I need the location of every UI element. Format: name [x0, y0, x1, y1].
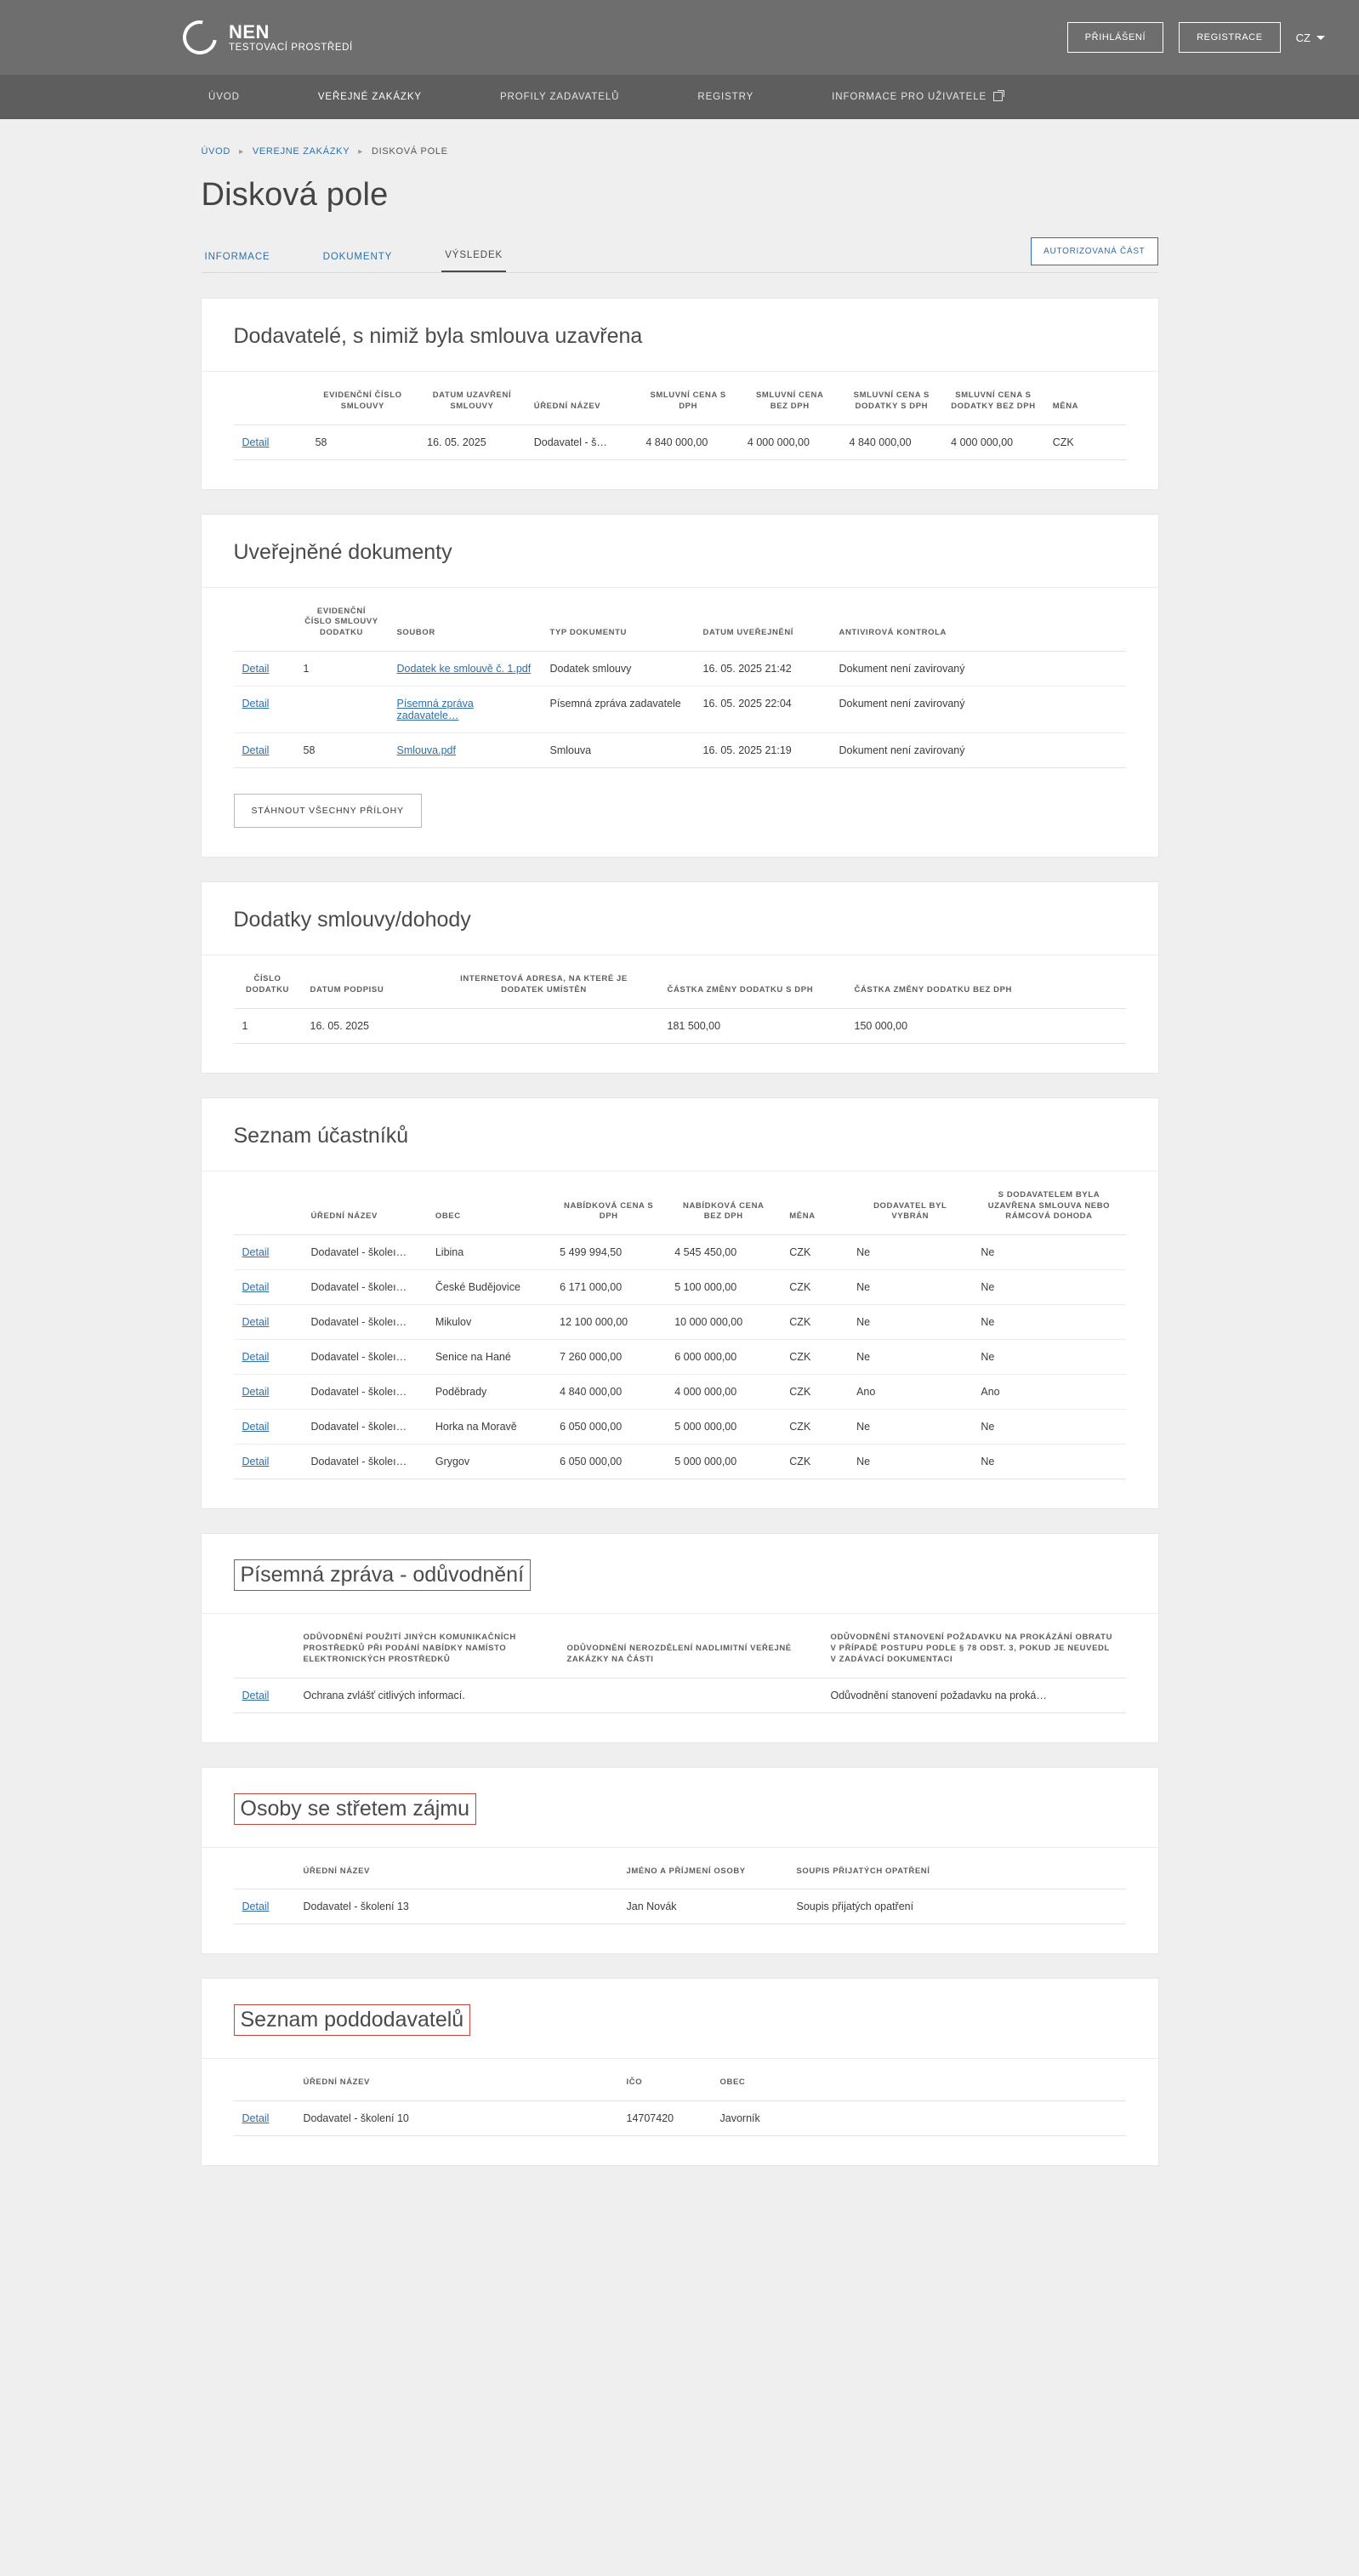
cell-publish-date: 16. 05. 2025 22:04 [695, 687, 831, 733]
cell-offer-price-vat: 4 840 000,00 [551, 1375, 666, 1410]
cell-supplier-selected: Ne [848, 1235, 972, 1270]
nav-item-profily-zadavatelu[interactable]: PROFILY ZADAVATELŮ [499, 91, 620, 102]
table-header-row [234, 372, 1126, 425]
suppliers-card [202, 299, 1158, 489]
cell-contract-concluded: Ne [972, 1445, 1125, 1479]
participants-rows [234, 1235, 1126, 1479]
cell-offer-price-novat: 4 545 450,00 [666, 1235, 781, 1270]
cell-antivirus: Dokument není zavirovaný [831, 652, 1126, 687]
col-price-addenda-vat: SMLUVNÍ CENA S DODATKY S DPH [841, 372, 943, 425]
table-row [234, 733, 1126, 768]
col-measures: SOUPIS PŘIJATÝCH OPATŘENÍ [788, 1848, 1126, 1889]
nav-item-verejne-zakazky[interactable]: VEŘEJNÉ ZAKÁZKY [317, 91, 422, 102]
table-row [234, 2101, 1126, 2136]
cell-official-name: Dodavatel - školeı… [303, 1445, 427, 1479]
detail-link[interactable]: Detail [242, 1689, 270, 1701]
cell-antivirus: Dokument není zavirovaný [831, 687, 1126, 733]
col-price-novat: SMLUVNÍ CENA BEZ DPH [739, 372, 841, 425]
subcontractors-title: Seznam poddodavatelů [234, 2004, 471, 2036]
table-row [234, 1008, 1126, 1043]
nav-item-informace-label: INFORMACE PRO UŽIVATELE [832, 91, 987, 102]
cell-offer-price-vat: 12 100 000,00 [551, 1305, 666, 1340]
cell-offer-price-novat: 5 100 000,00 [666, 1270, 781, 1305]
file-link[interactable]: Dodatek ke smlouvě č. 1.pdf [396, 663, 532, 675]
col-detail [234, 372, 307, 425]
cell-addendum-number: 1 [234, 1008, 302, 1043]
breadcrumb-item-current: DISKOVÁ POLE [371, 146, 448, 157]
cell-price-addenda-novat: 4 000 000,00 [942, 425, 1044, 459]
brand-subtitle: TESTOVACÍ PROSTŘEDÍ [229, 43, 353, 54]
subcontractors-table [234, 2059, 1126, 2136]
cell-official-name: Dodavatel - š… [526, 425, 638, 459]
detail-link[interactable]: Detail [242, 1316, 270, 1329]
cell-contract-date: 16. 05. 2025 [418, 425, 526, 459]
cell-price-addenda-vat: 4 840 000,00 [841, 425, 943, 459]
tab-bar [202, 237, 1158, 273]
table-row [234, 652, 1126, 687]
col-change-amount-novat: ČÁSTKA ZMĚNY DODATKU BEZ DPH [846, 955, 1126, 1008]
brand-logo[interactable] [183, 20, 353, 54]
table-row [234, 1445, 1126, 1479]
table-row [234, 425, 1126, 459]
col-document-type: TYP DOKUMENTU [542, 588, 695, 652]
col-reason-communication-means: ODŮVODNĚNÍ POUŽITÍ JINÝCH KOMUNIKAČNÍCH PROSTŘEDKŮ PŘI PODÁNÍ NABÍDKY NAMÍSTO ELEKTRONICKÝCH PROSTŘEDKŮ [295, 1614, 559, 1678]
detail-link[interactable]: Detail [242, 663, 270, 675]
col-antivirus: ANTIVIROVÁ KONTROLA [831, 588, 1126, 652]
cell-city: Libina [427, 1235, 551, 1270]
cell-offer-price-vat: 6 050 000,00 [551, 1410, 666, 1445]
cell-currency: CZK [781, 1375, 848, 1410]
table-header-row [234, 955, 1126, 1008]
table-row [234, 1270, 1126, 1305]
cell-official-name: Dodavatel - školení 13 [295, 1889, 618, 1924]
tab-informace[interactable]: INFORMACE [204, 252, 270, 262]
col-ico: IČO [618, 2059, 712, 2100]
breadcrumb [202, 119, 1158, 157]
cell-city: Horka na Moravě [427, 1410, 551, 1445]
cell-contract-concluded: Ne [972, 1305, 1125, 1340]
cell-currency: CZK [781, 1410, 848, 1445]
nen-logo-icon [176, 14, 224, 61]
col-addendum-number: ČÍSLO DODATKU [234, 955, 302, 1008]
breadcrumb-separator-icon: ▸ [358, 146, 363, 157]
col-detail [234, 588, 295, 652]
col-evidence-number: EVIDENČNÍ ČÍSLO SMLOUVY [307, 372, 419, 425]
col-offer-price-novat: NABÍDKOVÁ CENA BEZ DPH [666, 1171, 781, 1235]
conflict-of-interest-table [234, 1848, 1126, 1925]
cell-city: Senice na Hané [427, 1340, 551, 1375]
cell-change-amount-vat: 181 500,00 [659, 1008, 846, 1043]
written-report-title: Písemná zpráva - odůvodnění [234, 1559, 532, 1591]
cell-supplier-selected: Ne [848, 1270, 972, 1305]
cell-document-type: Písemná zpráva zadavatele [542, 687, 695, 733]
cell-price-vat: 4 840 000,00 [637, 425, 739, 459]
cell-person-name: Jan Novák [618, 1889, 788, 1924]
col-file: SOUBOR [389, 588, 542, 652]
col-detail [234, 2059, 295, 2100]
addenda-table [234, 955, 1126, 1044]
cell-currency: CZK [781, 1340, 848, 1375]
main-navigation [0, 75, 1359, 119]
cell-evidence-number [295, 687, 389, 733]
cell-offer-price-novat: 5 000 000,00 [666, 1410, 781, 1445]
col-city: OBEC [427, 1171, 551, 1235]
conflict-of-interest-card [202, 1768, 1158, 1954]
nav-item-informace-pro-uzivatele[interactable] [793, 75, 1042, 118]
cell-official-name: Dodavatel - školení 10 [295, 2101, 618, 2136]
col-signature-date: DATUM PODPISU [302, 955, 429, 1008]
page-content [0, 119, 1359, 2216]
cell-publish-date: 16. 05. 2025 21:19 [695, 733, 831, 768]
cell-city: Grygov [427, 1445, 551, 1479]
cell-signature-date: 16. 05. 2025 [302, 1008, 429, 1043]
col-currency: MĚNA [1044, 372, 1126, 425]
col-detail [234, 1171, 303, 1235]
cell-contract-concluded: Ne [972, 1235, 1125, 1270]
col-evidence-number: EVIDENČNÍ ČÍSLO SMLOUVY DODATKU [295, 588, 389, 652]
top-bar-actions [1067, 22, 1325, 53]
suppliers-title: Dodavatelé, s nimiž byla smlouva uzavřena [233, 324, 643, 348]
cell-currency: CZK [781, 1305, 848, 1340]
col-official-name: ÚŘEDNÍ NÁZEV [526, 372, 638, 425]
brand-title: NEN [229, 20, 270, 43]
documents-card [202, 515, 1158, 857]
cell-city: Javorník [712, 2101, 1126, 2136]
cell-currency: CZK [1044, 425, 1126, 459]
col-contract-concluded: S DODAVATELEM BYLA UZAVŘENA SMLOUVA NEBO RÁMCOVÁ DOHODA [972, 1171, 1125, 1235]
cell-reason-turnover-requirement: Odůvodnění stanovení požadavku na proká… [822, 1678, 1126, 1713]
download-all-attachments-button[interactable]: STÁHNOUT VŠECHNY PŘÍLOHY [234, 794, 422, 828]
table-row [234, 1678, 1126, 1713]
written-report-table [234, 1614, 1126, 1713]
cell-offer-price-vat: 5 499 994,50 [551, 1235, 666, 1270]
cell-official-name: Dodavatel - školeı… [303, 1410, 427, 1445]
table-header-row [234, 1848, 1126, 1889]
conflict-of-interest-title: Osoby se střetem zájmu [234, 1793, 477, 1825]
language-selector[interactable] [1296, 31, 1325, 44]
breadcrumb-item-uvod[interactable]: ÚVOD [201, 146, 231, 157]
cell-contract-concluded: Ne [972, 1410, 1125, 1445]
tab-dokumenty[interactable]: DOKUMENTY [322, 252, 393, 262]
external-link-icon [993, 92, 1003, 101]
detail-link[interactable]: Detail [242, 1246, 270, 1259]
cell-currency: CZK [781, 1270, 848, 1305]
table-row [234, 1305, 1126, 1340]
cell-offer-price-novat: 10 000 000,00 [666, 1305, 781, 1340]
table-header-row [234, 1614, 1126, 1678]
table-header-row [234, 588, 1126, 652]
register-button[interactable]: REGISTRACE [1179, 22, 1281, 53]
cell-supplier-selected: Ne [848, 1305, 972, 1340]
col-price-addenda-novat: SMLUVNÍ CENA S DODATKY BEZ DPH [942, 372, 1044, 425]
cell-official-name: Dodavatel - školeı… [303, 1305, 427, 1340]
col-official-name: ÚŘEDNÍ NÁZEV [295, 1848, 618, 1889]
file-link[interactable]: Písemná zpráva zadavatele… [396, 698, 474, 722]
cell-offer-price-novat: 5 000 000,00 [666, 1445, 781, 1479]
col-addendum-url: INTERNETOVÁ ADRESA, NA KTERÉ JE DODATEK UMÍSTĚN [429, 955, 659, 1008]
cell-reason-communication-means: Ochrana zvlášť citlivých informací. [295, 1678, 559, 1713]
detail-link[interactable]: Detail [242, 436, 270, 448]
col-official-name: ÚŘEDNÍ NÁZEV [303, 1171, 427, 1235]
detail-link[interactable]: Detail [242, 744, 270, 757]
file-link[interactable]: Smlouva.pdf [396, 744, 456, 757]
col-reason-turnover-requirement: ODŮVODNĚNÍ STANOVENÍ POŽADAVKU NA PROKÁZÁNÍ OBRATU V PŘÍPADĚ POSTUPU PODLE § 78 ODST. 3, POKUD JE NEUVEDL V ZADÁVACÍ DOKUMENTACI [822, 1614, 1126, 1678]
table-row [234, 1889, 1126, 1924]
table-row [234, 1235, 1126, 1270]
nav-item-uvod[interactable]: ÚVOD [208, 91, 240, 102]
cell-offer-price-vat: 7 260 000,00 [551, 1340, 666, 1375]
cell-ico: 14707420 [618, 2101, 712, 2136]
cell-addendum-url [429, 1008, 659, 1043]
table-row [234, 1375, 1126, 1410]
table-row [234, 687, 1126, 733]
cell-currency: CZK [781, 1235, 848, 1270]
cell-evidence-number: 58 [307, 425, 419, 459]
cell-official-name: Dodavatel - školeı… [303, 1270, 427, 1305]
detail-link[interactable]: Detail [242, 1456, 270, 1468]
breadcrumb-item-verejne-zakazky[interactable]: VEREJNE ZAKÁZKY [252, 146, 350, 157]
cell-publish-date: 16. 05. 2025 21:42 [695, 652, 831, 687]
documents-table [234, 588, 1126, 768]
col-person-name: JMÉNO A PŘÍJMENÍ OSOBY [618, 1848, 788, 1889]
cell-document-type: Smlouva [542, 733, 695, 768]
cell-document-type: Dodatek smlouvy [542, 652, 695, 687]
table-row [234, 1340, 1126, 1375]
col-supplier-selected: DODAVATEL BYL VYBRÁN [848, 1171, 972, 1235]
col-detail [234, 1848, 295, 1889]
col-currency: MĚNA [781, 1171, 848, 1235]
language-label: CZ [1295, 31, 1311, 44]
cell-evidence-number: 1 [295, 652, 389, 687]
col-reason-no-division: ODŮVODNĚNÍ NEROZDĚLENÍ NADLIMITNÍ VEŘEJNÉ ZAKÁZKY NA ČÁSTI [559, 1614, 822, 1678]
detail-link[interactable]: Detail [242, 1386, 270, 1399]
cell-change-amount-novat: 150 000,00 [846, 1008, 1126, 1043]
table-row [234, 1410, 1126, 1445]
cell-contract-concluded: Ne [972, 1340, 1125, 1375]
col-contract-date: DATUM UZAVŘENÍ SMLOUVY [418, 372, 526, 425]
cell-contract-concluded: Ano [972, 1375, 1125, 1410]
detail-link[interactable]: Detail [242, 2112, 270, 2125]
participants-card [202, 1098, 1158, 1508]
detail-link[interactable]: Detail [242, 1281, 270, 1294]
subcontractors-card [202, 1979, 1158, 2165]
cell-city: Mikulov [427, 1305, 551, 1340]
col-detail [234, 1614, 295, 1678]
cell-offer-price-novat: 6 000 000,00 [666, 1340, 781, 1375]
cell-official-name: Dodavatel - školeı… [303, 1340, 427, 1375]
cell-reason-no-division [559, 1678, 822, 1713]
cell-supplier-selected: Ne [848, 1410, 972, 1445]
top-bar [0, 0, 1359, 75]
cell-offer-price-vat: 6 171 000,00 [551, 1270, 666, 1305]
breadcrumb-separator-icon: ▸ [239, 146, 244, 157]
detail-link[interactable]: Detail [242, 1901, 270, 1913]
table-header-row [234, 1171, 1126, 1235]
detail-link[interactable]: Detail [242, 698, 270, 710]
written-report-card [202, 1534, 1158, 1741]
cell-official-name: Dodavatel - školeı… [303, 1375, 427, 1410]
addenda-title: Dodatky smlouvy/dohody [233, 908, 471, 932]
table-header-row [234, 2059, 1126, 2100]
col-offer-price-vat: NABÍDKOVÁ CENA S DPH [551, 1171, 666, 1235]
detail-link[interactable]: Detail [242, 1351, 270, 1364]
cell-currency: CZK [781, 1445, 848, 1479]
participants-table [234, 1171, 1126, 1479]
col-publish-date: DATUM UVEŘEJNĚNÍ [695, 588, 831, 652]
cell-supplier-selected: Ne [848, 1445, 972, 1479]
cell-offer-price-vat: 6 050 000,00 [551, 1445, 666, 1479]
cell-supplier-selected: Ne [848, 1340, 972, 1375]
cell-supplier-selected: Ano [848, 1375, 972, 1410]
login-button[interactable]: PŘIHLÁŠENÍ [1067, 22, 1163, 53]
suppliers-table [234, 372, 1126, 460]
col-price-vat: SMLUVNÍ CENA S DPH [637, 372, 739, 425]
cell-official-name: Dodavatel - školeı… [303, 1235, 427, 1270]
chevron-down-icon [1316, 36, 1325, 40]
cell-offer-price-novat: 4 000 000,00 [666, 1375, 781, 1410]
col-change-amount-vat: ČÁSTKA ZMĚNY DODATKU S DPH [659, 955, 846, 1008]
authorized-section-button[interactable]: AUTORIZOVANÁ ČÁST [1031, 237, 1157, 265]
cell-antivirus: Dokument není zavirovaný [831, 733, 1126, 768]
participants-title: Seznam účastníků [233, 1123, 409, 1148]
cell-city: Poděbrady [427, 1375, 551, 1410]
documents-title: Uveřejněné dokumenty [233, 539, 452, 564]
col-official-name: ÚŘEDNÍ NÁZEV [295, 2059, 618, 2100]
tab-vysledek[interactable]: VÝSLEDEK [441, 242, 506, 272]
addenda-card [202, 882, 1158, 1073]
cell-measures: Soupis přijatých opatření [788, 1889, 1126, 1924]
cell-city: České Budějovice [427, 1270, 551, 1305]
detail-link[interactable]: Detail [242, 1421, 270, 1433]
page-title: Disková pole [201, 177, 389, 213]
cell-contract-concluded: Ne [972, 1270, 1125, 1305]
cell-evidence-number: 58 [295, 733, 389, 768]
cell-price-novat: 4 000 000,00 [739, 425, 841, 459]
nav-item-registry[interactable]: REGISTRY [697, 91, 754, 102]
col-city: OBEC [712, 2059, 1126, 2100]
